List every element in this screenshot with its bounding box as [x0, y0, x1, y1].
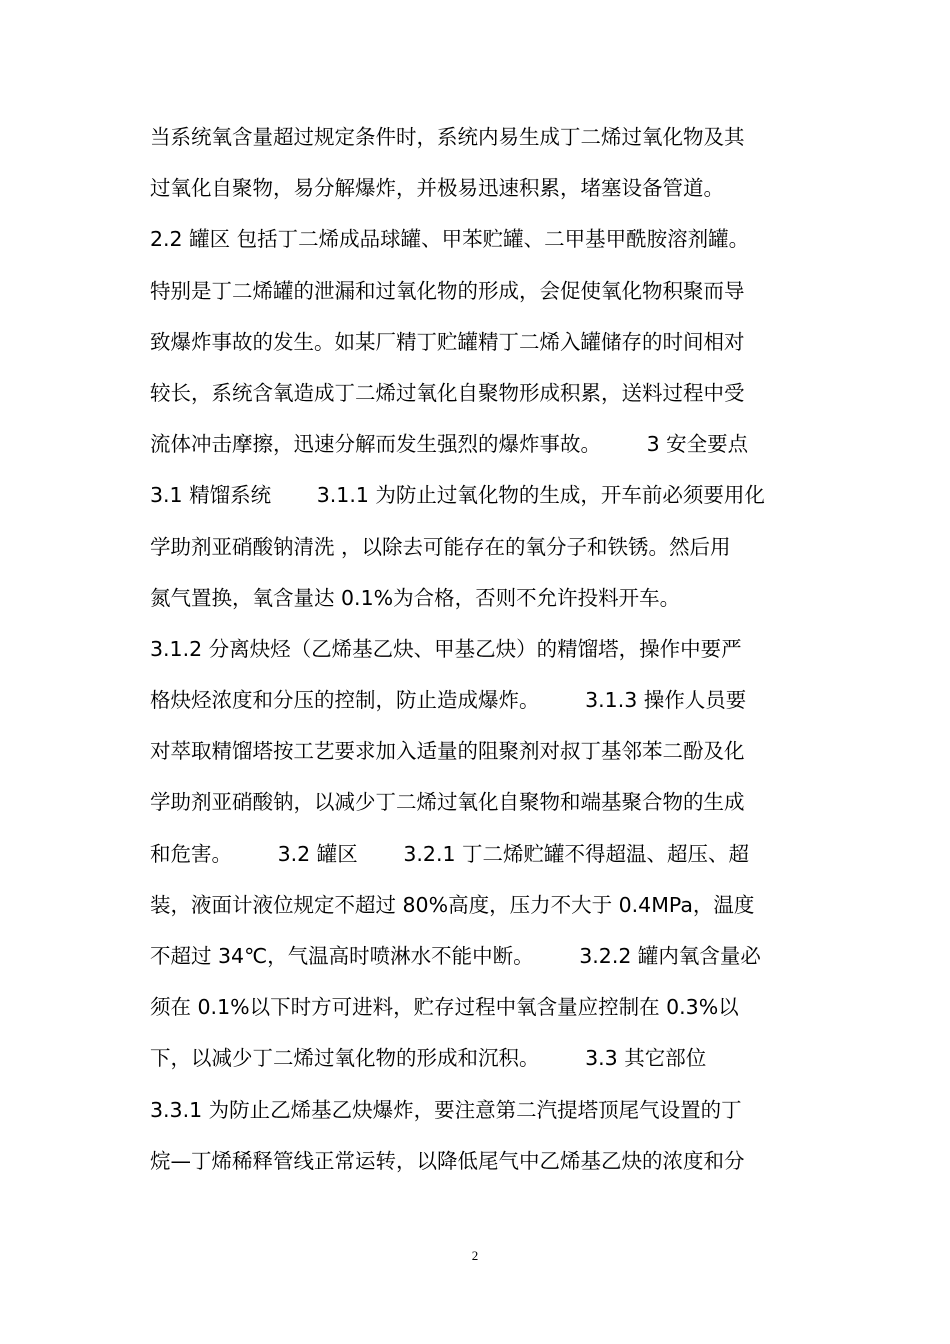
- text-line: 特别是丁二烯罐的泄漏和过氧化物的形成，会促使氧化物积聚而导: [150, 278, 745, 303]
- text-line: 流体冲击摩擦，迅速分解而发生强烈的爆炸事故。 3 安全要点: [150, 432, 749, 457]
- text-line: 3.3.1 为防止乙烯基乙炔爆炸，要注意第二汽提塔顶尾气设置的丁: [150, 1097, 742, 1122]
- text-line: 3.1 精馏系统 3.1.1 为防止过氧化物的生成，开车前必须要用化: [150, 483, 765, 508]
- text-line: 3.1.2 分离炔烃（乙烯基乙炔、甲基乙炔）的精馏塔，操作中要严: [150, 636, 742, 661]
- page-number: 2: [471, 1248, 479, 1263]
- text-line: 下，以减少丁二烯过氧化物的形成和沉积。 3.3 其它部位: [150, 1046, 707, 1071]
- text-line: 不超过 34℃，气温高时喷淋水不能中断。 3.2.2 罐内氧含量必: [150, 944, 761, 968]
- text-line: 须在 0.1%以下时方可进料，贮存过程中氧含量应控制在 0.3%以: [150, 995, 739, 1020]
- text-line: 氮气置换，氧含量达 0.1%为合格，否则不允许投料开车。: [150, 585, 681, 610]
- text-line: 对萃取精馏塔按工艺要求加入适量的阻聚剂对叔丁基邻苯二酚及化: [150, 739, 745, 764]
- text-line: 格炔烃浓度和分压的控制，防止造成爆炸。 3.1.3 操作人员要: [150, 688, 747, 713]
- text-line: 学助剂亚硝酸钠清洗 ，以除去可能存在的氧分子和铁锈。然后用: [150, 534, 731, 559]
- text-line: 学助剂亚硝酸钠，以减少丁二烯过氧化自聚物和端基聚合物的生成: [150, 790, 745, 815]
- text-line: 和危害。 3.2 罐区 3.2.1 丁二烯贮罐不得超温、超压、超: [150, 841, 750, 866]
- text-line: 致爆炸事故的发生。如某厂精丁贮罐精丁二烯入罐储存的时间相对: [150, 329, 745, 354]
- text-line: 当系统氧含量超过规定条件时，系统内易生成丁二烯过氧化物及其: [150, 125, 745, 149]
- text-line: 较长，系统含氧造成丁二烯过氧化自聚物形成积累，送料过程中受: [150, 380, 745, 405]
- text-line: 过氧化自聚物，易分解爆炸，并极易迅速积累，堵塞设备管道。: [150, 176, 724, 201]
- text-line: 装，液面计液位规定不超过 80%高度，压力不大于 0.4MPa，温度: [150, 892, 755, 917]
- text-line: 2.2 罐区 包括丁二烯成品球罐、甲苯贮罐、二甲基甲酰胺溶剂罐。: [150, 227, 750, 252]
- text-line: 烷—丁烯稀释管线正常运转，以降低尾气中乙烯基乙炔的浓度和分: [150, 1148, 745, 1173]
- document-body: [150, 112, 810, 1187]
